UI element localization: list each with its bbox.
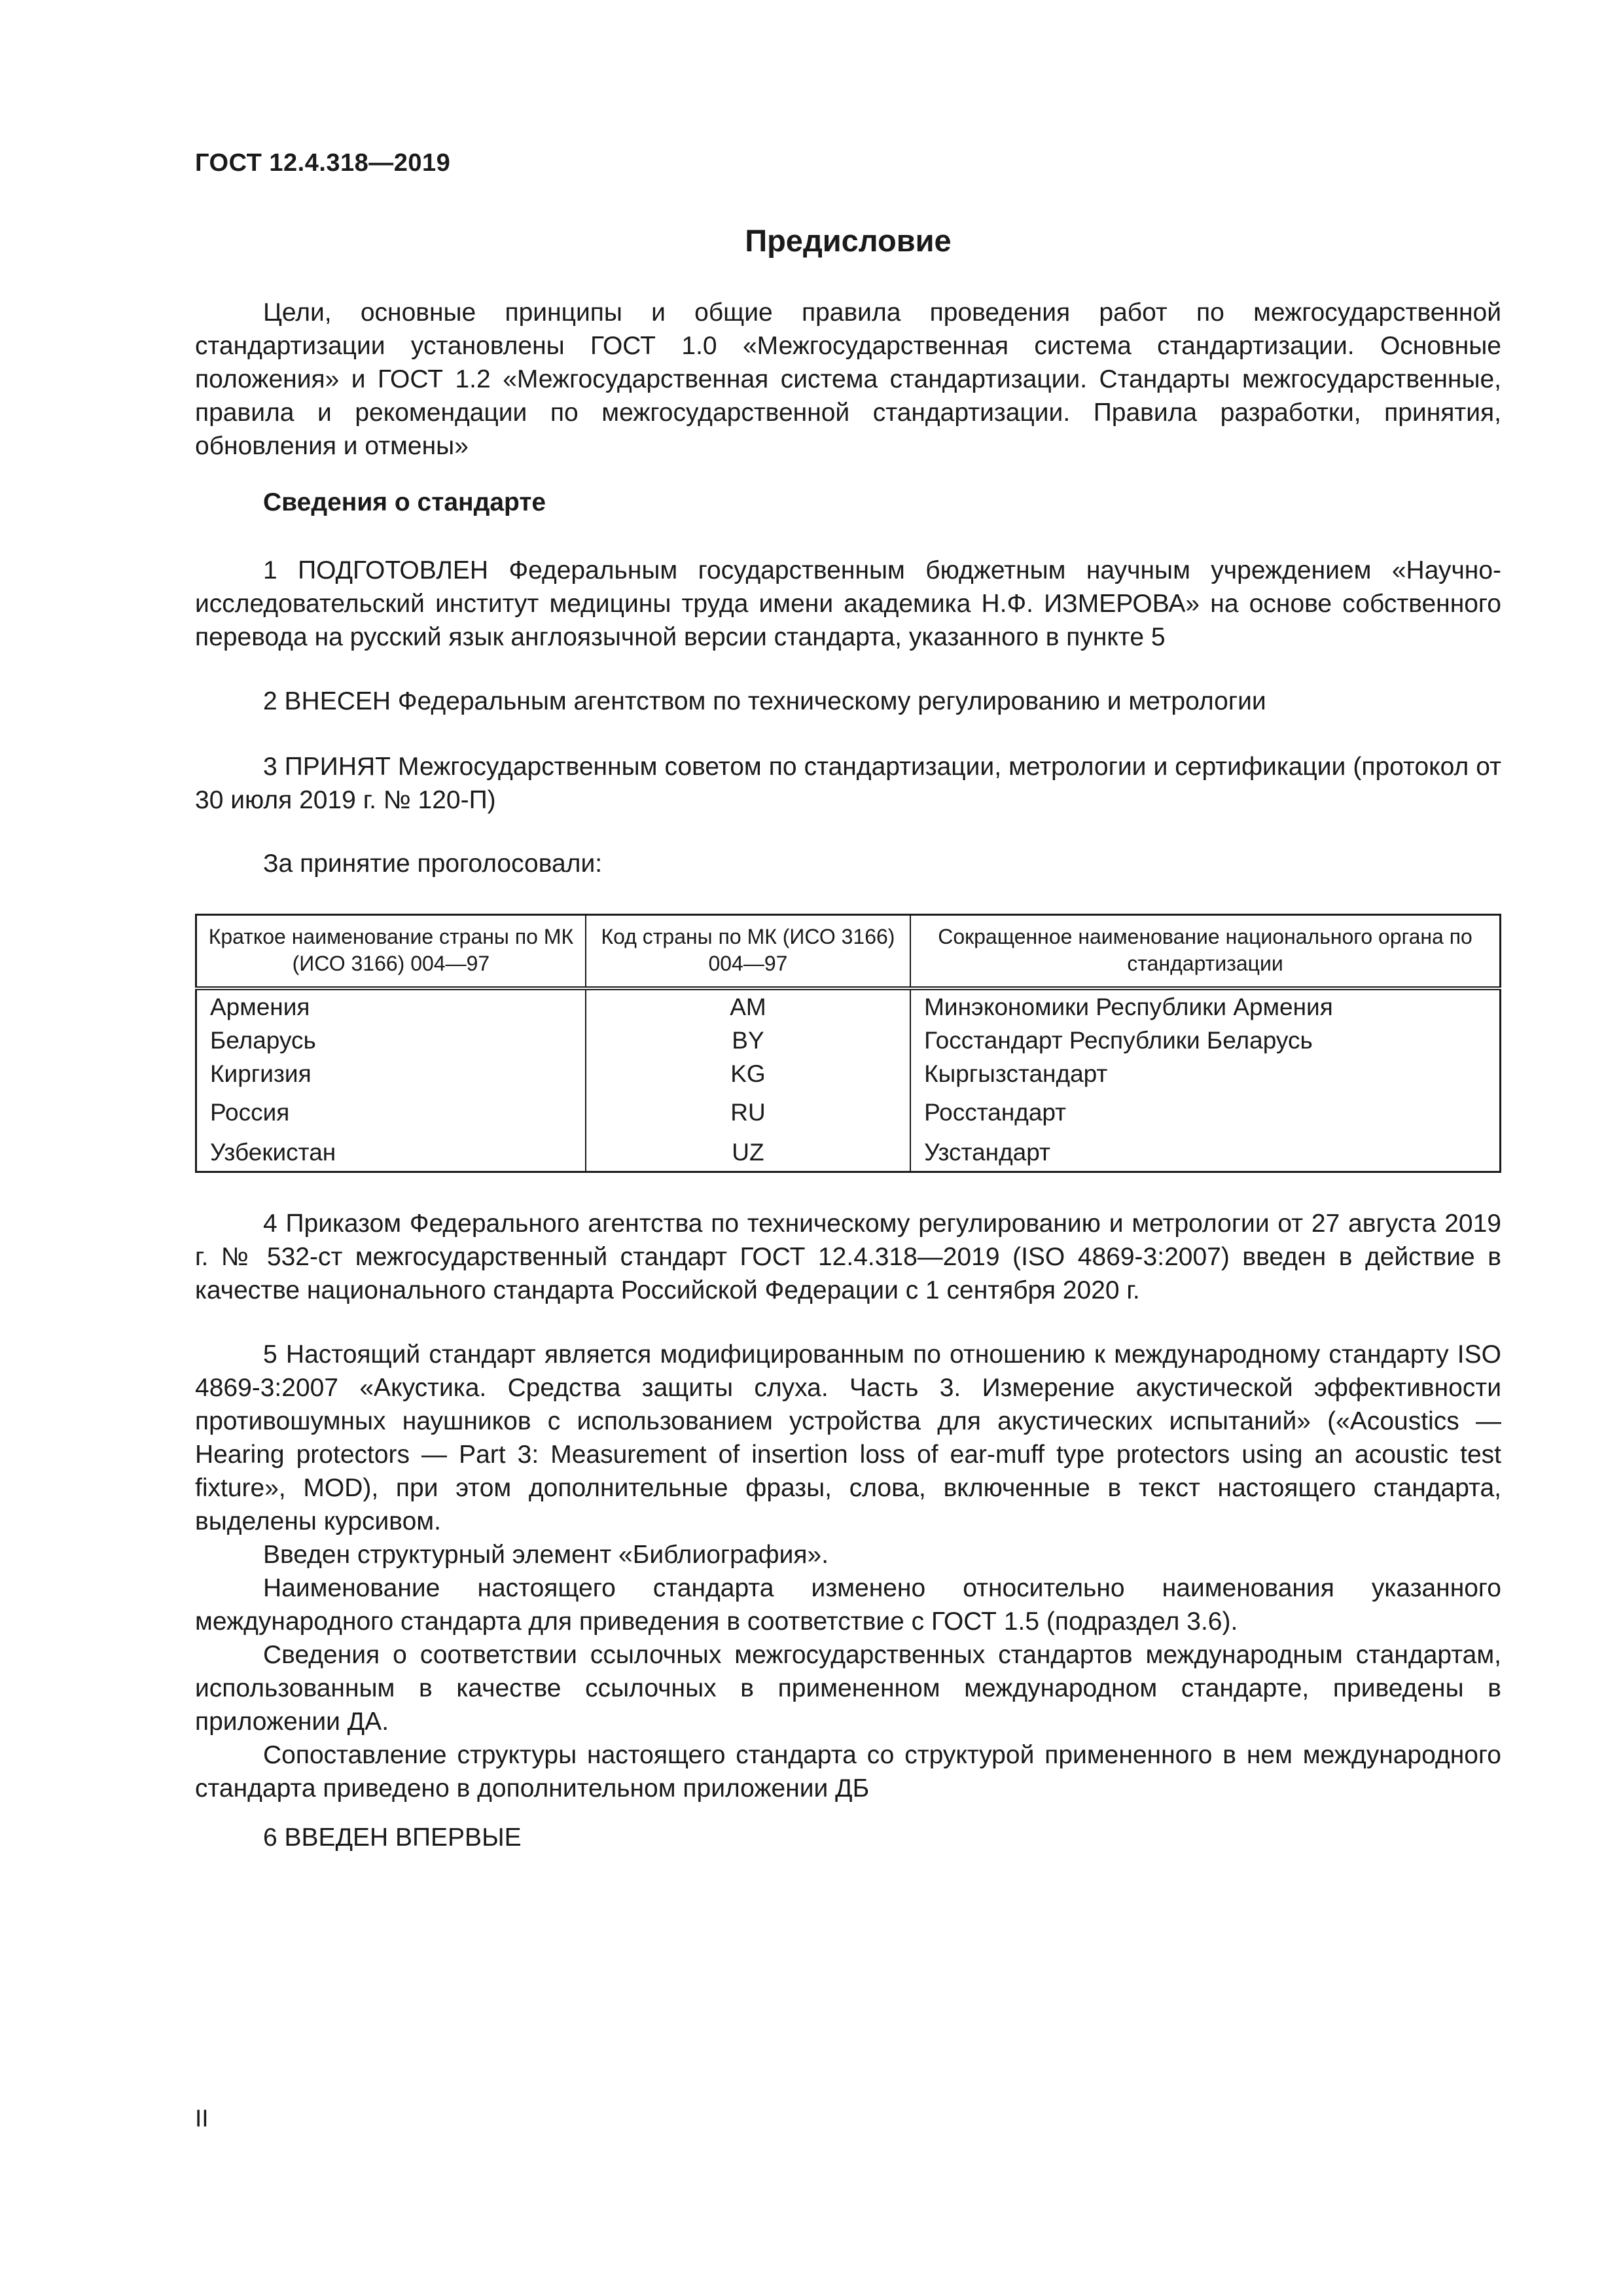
table-row	[196, 1024, 1501, 1057]
table-cell-code: KG	[586, 1057, 910, 1090]
intro-paragraph-text: Цели, основные принципы и общие правила проведения работ по межгосударственной стандартизации установлены ГОСТ 1.0 «Межгосударственная система стандартизации. Основные положения» и ГОСТ 1.2 «Межгосударственная система стандартизации. Стандарты межгосударственные, правила и рекомендации по межгосударственной стандартизации. Правила разработки, принятия, обновления и отмены»	[195, 298, 1501, 460]
item-1-text: 1 ПОДГОТОВЛЕН Федеральным государственным бюджетным научным учреждением «Научно-исследовательский институт медицины труда имени академика Н.Ф. ИЗМЕРОВА» на основе собственного перевода на русский язык англоязычной версии стандарта, указанного в пункте 5	[195, 556, 1501, 651]
table-cell-country: Узбекистан	[196, 1134, 586, 1172]
table-cell-body: Кыргызстандарт	[910, 1057, 1500, 1090]
voting-table	[195, 914, 1501, 1173]
table-cell-body: Минэкономики Республики Армения	[910, 988, 1500, 1024]
section-subheading: Сведения о стандарте	[263, 488, 546, 516]
table-cell-code: BY	[586, 1024, 910, 1057]
table-row	[196, 1057, 1501, 1090]
item-5-name-change: Наименование настоящего стандарта изменено относительно наименования указанного международного стандарта для приведения в соответствие с ГОСТ 1.5 (подраздел 3.6).	[195, 1574, 1501, 1636]
item-2-text: 2 ВНЕСЕН Федеральным агентством по техническому регулированию и метрологии	[263, 687, 1266, 715]
table-row	[196, 1134, 1501, 1172]
item-4-text: 4 Приказом Федерального агентства по техническому регулированию и метрологии от 27 августа 2019 г. № 532-ст межгосударственный стандарт ГОСТ 12.4.318—2019 (ISO 4869-3:2007) введен в действие в качестве национального стандарта Российской Федерации с 1 сентября 2020 г.	[195, 1210, 1501, 1304]
page-number: II	[195, 2105, 209, 2132]
table-cell-country: Беларусь	[196, 1024, 586, 1057]
document-code: ГОСТ 12.4.318—2019	[195, 149, 451, 177]
table-row	[196, 988, 1501, 1024]
item-2-paragraph	[195, 685, 1501, 718]
item-5-structure-comparison: Сопоставление структуры настоящего стандарта со структурой примененного в нем международного стандарта приведено в дополнительном приложении ДБ	[195, 1741, 1501, 1803]
table-header-code: Код страны по МК (ИСО 3166) 004—97	[586, 915, 910, 989]
item-5-references: Сведения о соответствии ссылочных межгосударственных стандартов международным стандартам, использованным в качестве ссылочных в примененном международном стандарте, приведены в приложении ДА.	[195, 1641, 1501, 1736]
voted-label: За принятие проголосовали:	[263, 850, 603, 878]
table-cell-country: Армения	[196, 988, 586, 1024]
item-3-paragraph	[195, 750, 1501, 817]
table-cell-body: Госстандарт Республики Беларусь	[910, 1024, 1500, 1057]
table-header-country: Краткое наименование страны по МК (ИСО 3166) 004—97	[196, 915, 586, 989]
page-title: Предисловие	[745, 223, 952, 258]
table-cell-country: Россия	[196, 1090, 586, 1134]
table-cell-body: Росстандарт	[910, 1090, 1500, 1134]
table-cell-country: Киргизия	[196, 1057, 586, 1090]
document-page	[195, 0, 1501, 2296]
table-cell-code: RU	[586, 1090, 910, 1134]
table-header-body: Сокращенное наименование национального органа по стандартизации	[910, 915, 1500, 989]
table-header-row	[196, 915, 1501, 989]
table-cell-body: Узстандарт	[910, 1134, 1500, 1172]
item-5-paragraph	[195, 1338, 1501, 1805]
table-cell-code: UZ	[586, 1134, 910, 1172]
item-4-paragraph	[195, 1207, 1501, 1307]
item-5-structural-element: Введен структурный элемент «Библиография».	[263, 1541, 829, 1569]
item-5-text: 5 Настоящий стандарт является модифицированным по отношению к международному стандарту ISO 4869-3:2007 «Акустика. Средства защиты слуха. Часть 3. Измерение акустической эффективности противошумных наушников с использованием устройства для акустических испытаний» («Acoustics — Hearing protectors — Part 3: Measurement of insertion loss of ear-muff type protectors using an acoustic test fixture», MOD), при этом дополнительные фразы, слова, включенные в текст настоящего стандарта, выделены курсивом.	[195, 1340, 1501, 1535]
item-1-paragraph	[195, 554, 1501, 654]
item-6-text: 6 ВВЕДЕН ВПЕРВЫЕ	[263, 1823, 522, 1852]
intro-paragraph	[195, 296, 1501, 463]
table-row	[196, 1090, 1501, 1134]
table-cell-code: AM	[586, 988, 910, 1024]
item-3-text: 3 ПРИНЯТ Межгосударственным советом по стандартизации, метрологии и сертификации (протокол от 30 июля 2019 г. № 120-П)	[195, 753, 1501, 814]
